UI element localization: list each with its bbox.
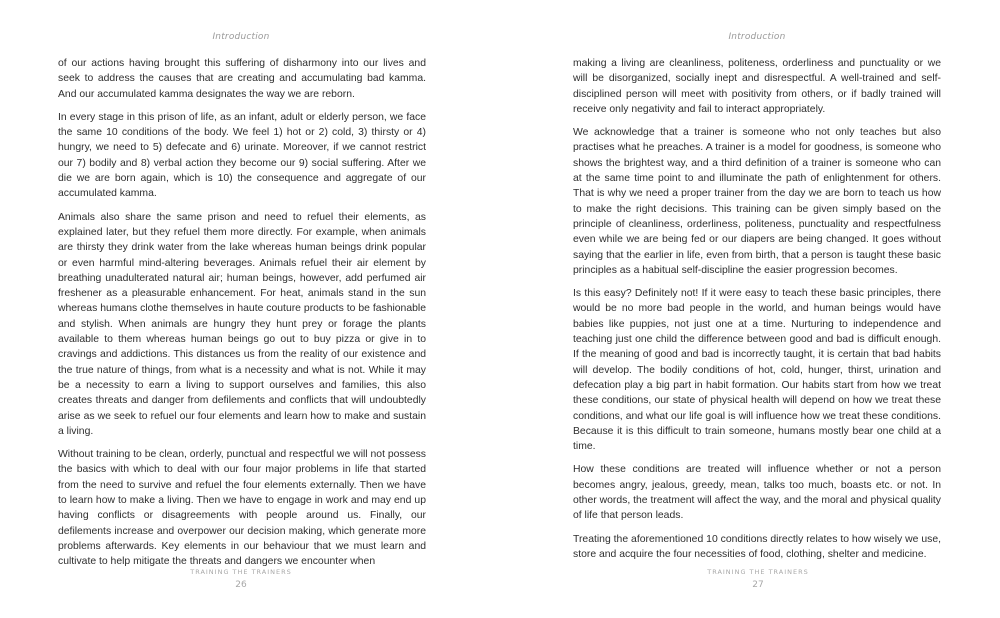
running-head: Introduction [212, 32, 270, 42]
page-number: 26 [235, 580, 247, 590]
page-number: 27 [752, 580, 764, 590]
running-head: Introduction [728, 32, 786, 42]
paragraph: of our actions having brought this suffering of disharmony into our lives and seek to address the causes that are creating and accumulating bad kamma. And our accumulated kamma designates the way we are reborn. [58, 58, 426, 100]
footer-book-title: TRAINING THE TRAINERS [190, 568, 292, 576]
page-footer [0, 568, 491, 592]
paragraph: How these conditions are treated will influence whether or not a person becomes angry, jealous, greedy, mean, talks too much, boasts etc. or not. In other words, the treatment will affect the way, and the moral and physical quality of life that person leads. [573, 464, 941, 522]
paragraph: In every stage in this prison of life, as an infant, adult or elderly person, we face the same 10 conditions of the body. We feel 1) hot or 2) cold, 3) thirsty or 4) hungry, we need to 5) defecate and 6) urinate. Moreover, if we cannot restrict our 7) bodily and 8) verbal action they become our 9) social suffering. After we die we are born again, which is 10) the consequence and aggregate of our accumulated kamma. [58, 111, 426, 200]
paragraph: Animals also share the same prison and need to refuel their elements, as explained later, but they refuel them more directly. For example, when animals are thirsty they drink water from the lake whereas human beings drink popular or even harmful mind-altering beverages. Animals refuel their air element by breathing unadulterated natural air; human beings, however, add perfumed air freshener as a pleasurable enhancement. For heat, animals stand in the sun whereas humans clothe themselves in haute couture products to be fashionable and stylish. When animals are hungry they hunt prey or forage the plants available to them whereas human beings go out to buy pizza or give in to cravings and addictions. This distances us from the reality of our existence and the true nature of things, from what is a necessity and what is not. While it may be a necessity to earn a living to support ourselves and families, this also creates threats and danger from defilements and conflicts that will undoubtedly arise as we seek to refuel our four elements and learn how to make and sustain a living. [58, 211, 426, 437]
paragraph: We acknowledge that a trainer is someone who not only teaches but also practises what he preaches. A trainer is a model for goodness, is someone who shows the brightest way, and a third definition of a trainer is someone who can at the same time point to and illuminate the path of enlightenment for others. That is why we need a proper trainer from the day we are born to teach us how to make the right decisions. This training can be given simply based on the principle of cleanliness, orderliness, politeness, punctuality and respectfulness even while we are being fed or our diapers are being changed. It goes without saying that the earlier in life, even from birth, that a person is taught these basic principles as a habitual self-discipline the easier progression becomes. [573, 127, 941, 276]
paragraph: Treating the aforementioned 10 conditions directly relates to how wisely we use, store and acquire the four necessities of food, clothing, shelter and medicine. [573, 533, 941, 560]
page-body [58, 56, 426, 578]
paragraph: Without training to be clean, orderly, punctual and respectful we will not possess the basics with which to deal with our four major problems in life that started from the need to survive and refuel the four elements externally. Then we have to learn how to make a living. Then we have to engage in work and may end up having conflicts or disagreements with people around us. Finally, our defilements increase and overpower our decision making, which generate more problems afterwards. Key elements in our behaviour that we must learn and cultivate to help mitigate the threats and dangers we encounter when [58, 449, 426, 568]
paragraph: making a living are cleanliness, politeness, orderliness and punctuality or we will be disorganized, socially inept and disrespectful. A well-trained and self-disciplined person will meet with positivity from others, or if badly trained will receive only negativity and fail to interact appropriately. [573, 58, 941, 115]
footer-book-title: TRAINING THE TRAINERS [707, 568, 809, 576]
page-body [573, 56, 941, 570]
paragraph: Is this easy? Definitely not! If it were easy to teach these basic principles, there would be no more bad people in the world, and human beings would have babies like puppies, not just one at a time. Nurturing to independence and teaching just one child the difference between good and bad is difficult enough. If the meaning of good and bad is incorrectly taught, it is certain that bad habits will develop. The bodily conditions of hot, cold, hunger, thirst, urination and defecation play a big part in habit formation. Our habits start from how we treat these conditions, our state of physical health will depend on how we treat these conditions, and what our life goal is will influence how we treat these conditions. Because it is this difficult to train someone, humans mostly bear one child at a time. [573, 288, 941, 453]
page-footer [508, 568, 1000, 592]
right-page [500, 0, 1000, 618]
